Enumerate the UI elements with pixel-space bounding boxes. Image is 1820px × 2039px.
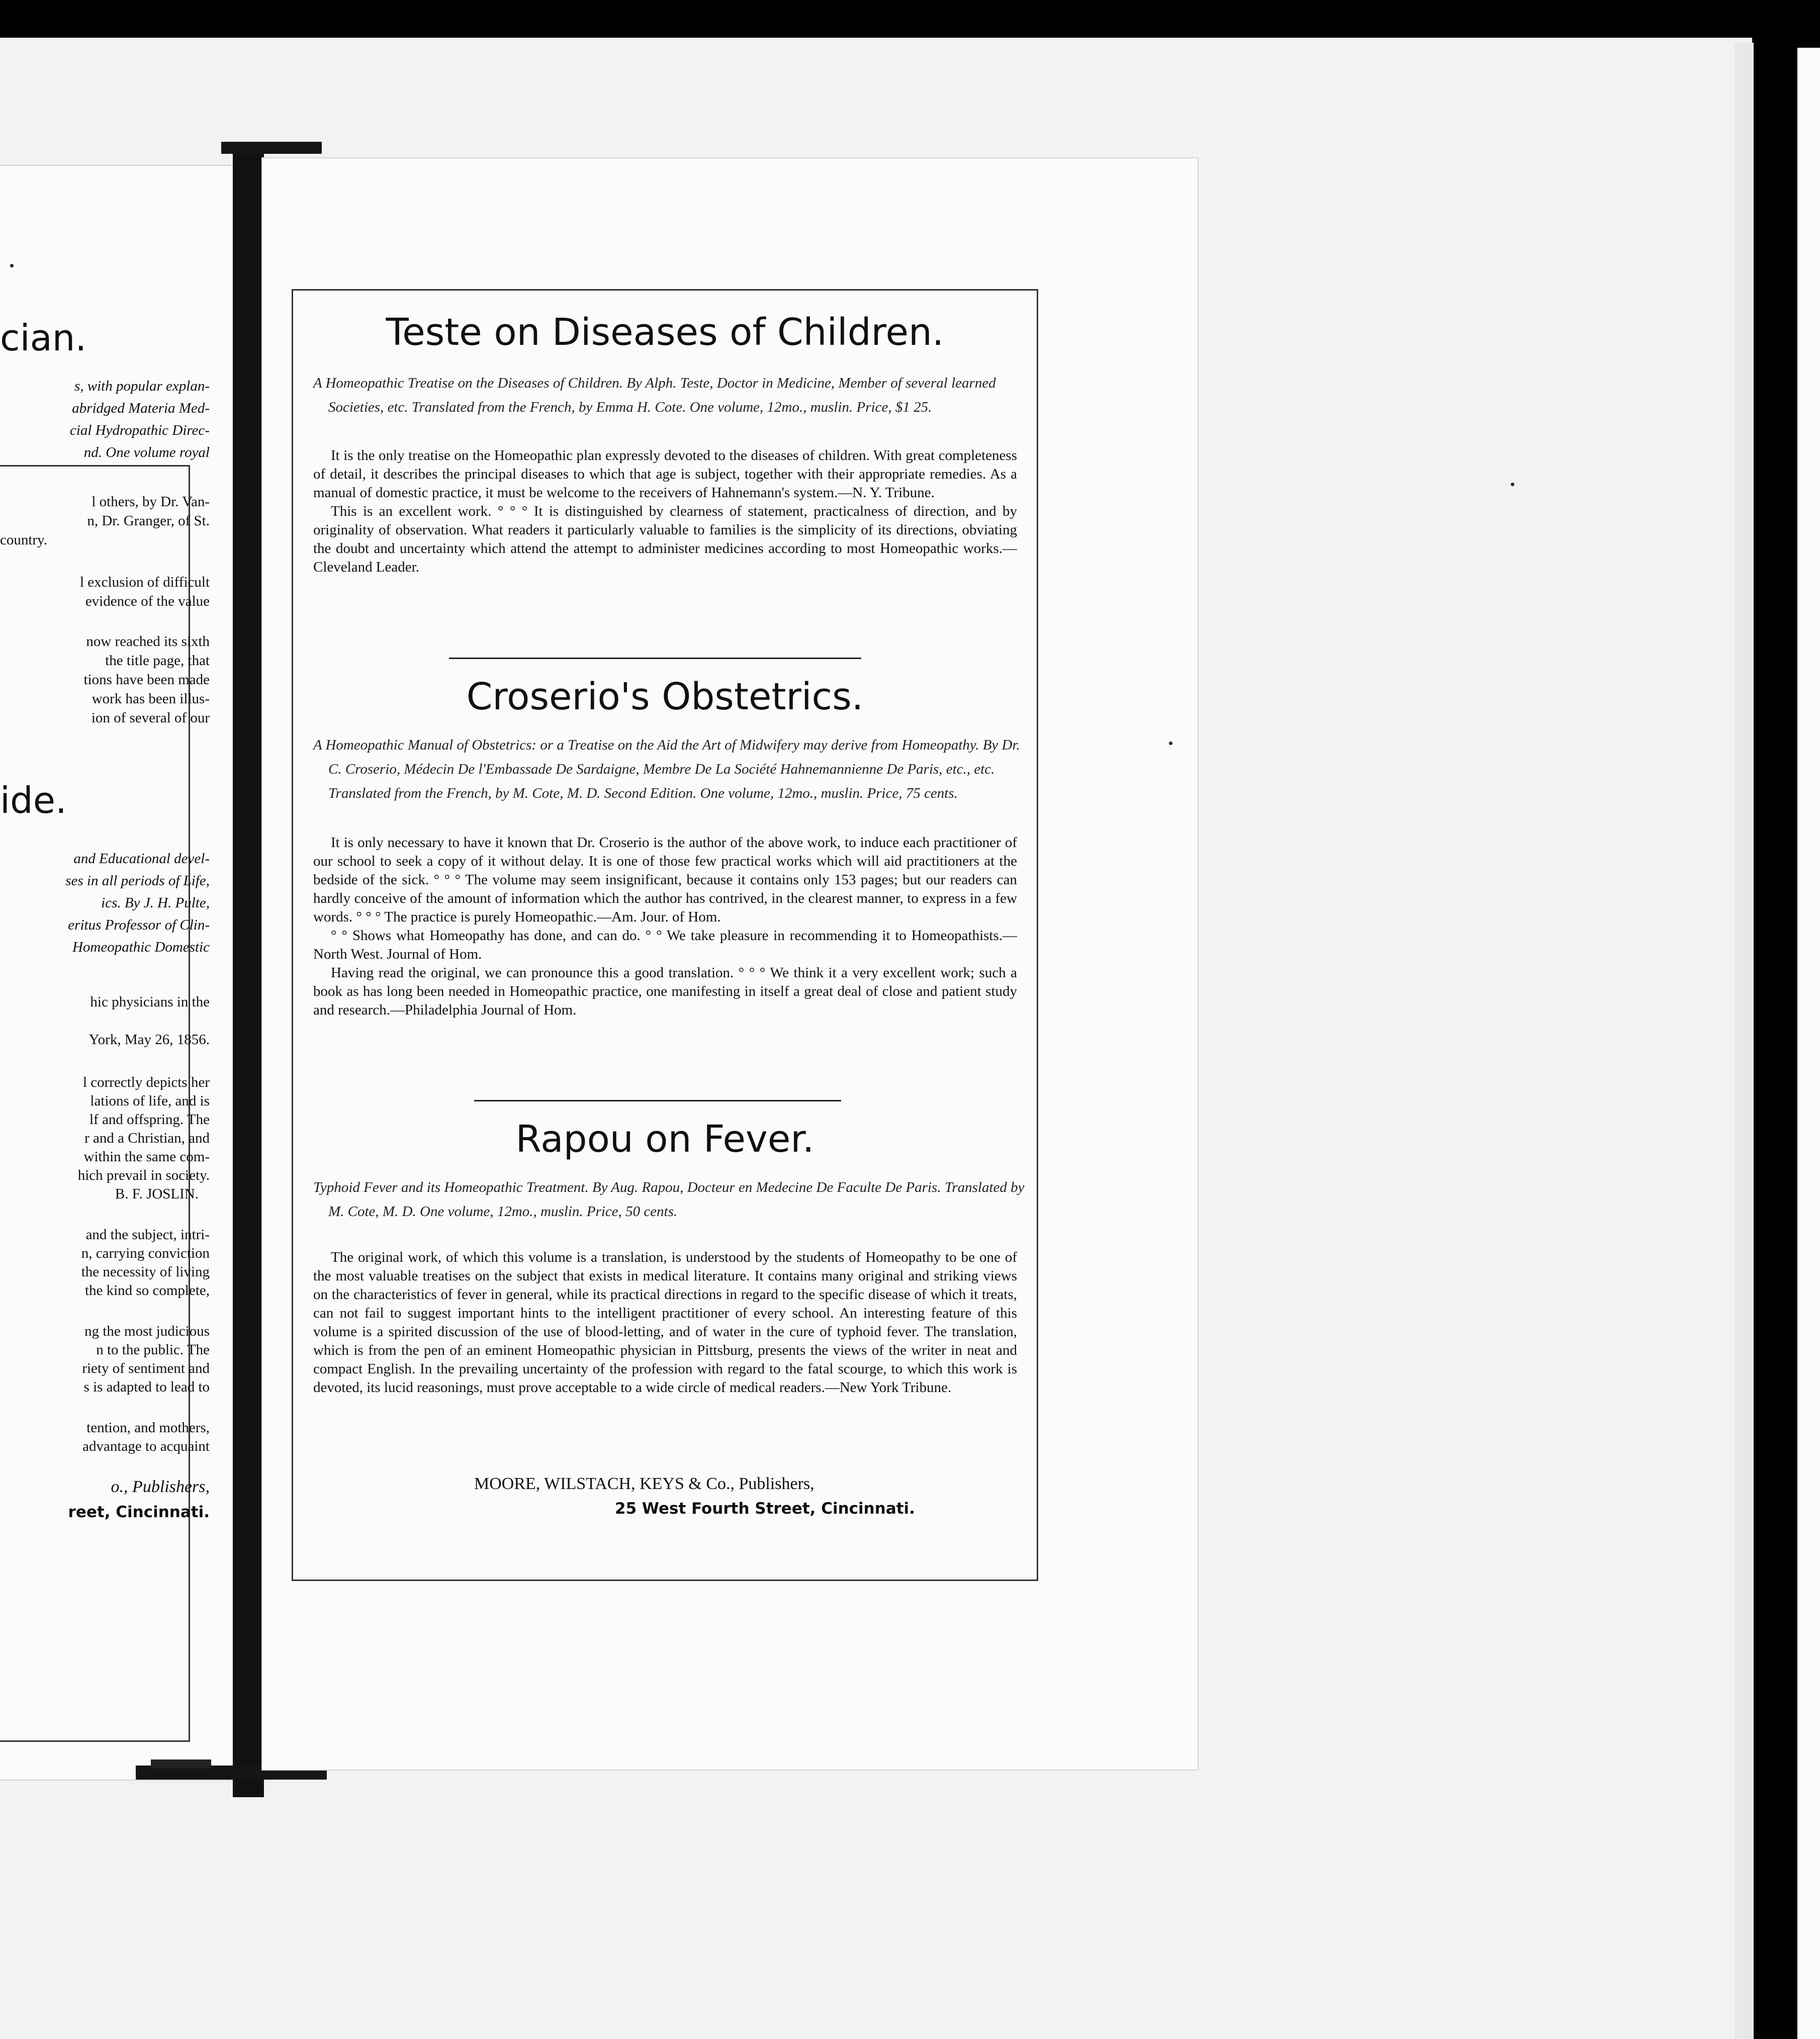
ad-reviews-croserio <box>313 833 1017 1020</box>
ad-reviews-teste <box>313 446 1017 577</box>
review-paragraph: It is the only treatise on the Homeopathic plan expressly devoted to the diseases of children. With great completeness of detail, it describes the principal diseases to which that age is subject, together with their appropriate remedies. As a manual of domestic practice, it must be welcome to the receivers of Hahnemann's system.—N. Y. Tribune. <box>313 447 1017 501</box>
left-line: cial Hydropathic Direc- <box>69 422 210 438</box>
review-paragraph: It is only necessary to have it known that Dr. Croserio is the author of the above work, to induce each practitioner of our school to seek a copy of it without delay. It is one of those few practical works which will aid practitioners at the bedside of the sick. ° ° ° The volume may seem insignificant, because it contains only 153 pages; but our readers can hardly conceive of the amount of information which the author has contrived, in the clearest manner, to express in a few words. ° ° ° The practice is purely Homeopathic.—Am. Jour. of Hom. <box>313 835 1017 925</box>
left-line: n to the public. The <box>96 1342 210 1358</box>
left-line: s, with popular explan- <box>74 378 210 394</box>
left-line: n, Dr. Granger, of St. <box>87 513 210 529</box>
left-line: ion of several of our <box>91 710 210 726</box>
ad-title-rapou: Rapou on Fever. <box>515 1118 814 1161</box>
left-line: eritus Professor of Clin- <box>68 917 210 933</box>
left-publisher-line: o., Publishers, <box>111 1477 210 1496</box>
left-line: ses in all periods of Life, <box>65 873 210 889</box>
left-line: nd. One volume royal <box>83 444 210 460</box>
review-paragraph: Having read the original, we can pronounce this a good translation. ° ° ° We think it a very excellent work; such a book as has long been needed in Homeopathic practice, one manifesting in itself a great deal of close and patient study and research.—Philadelphia Journal of Hom. <box>313 965 1017 1018</box>
right-page <box>262 158 1198 1770</box>
advertisement-frame <box>292 289 1038 1581</box>
ad-description-rapou: Typhoid Fever and its Homeopathic Treatment. By Aug. Rapou, Docteur en Medecine De Faculte De Paris. Translated by M. Cote, M. D. One volume, 12mo., muslin. Price, 50 cents. <box>313 1179 1025 1220</box>
spine-shadow <box>151 1759 211 1769</box>
left-line: and the subject, intri- <box>85 1227 210 1243</box>
left-line: ng the most judicious <box>84 1323 210 1339</box>
left-line: r and a Christian, and <box>84 1130 210 1146</box>
publisher-address: 25 West Fourth Street, Cincinnati. <box>615 1500 915 1518</box>
left-line: l exclusion of difficult <box>80 574 210 590</box>
left-line: hich prevail in society. <box>77 1167 210 1183</box>
left-line: the necessity of living <box>81 1264 210 1280</box>
left-line: tention, and mothers, <box>86 1420 210 1436</box>
left-address-line: reet, Cincinnati. <box>68 1503 210 1521</box>
left-line: hic physicians in the <box>90 994 210 1010</box>
sheet-edge <box>1735 43 1754 2039</box>
margin-strip <box>1797 48 1820 2039</box>
section-divider <box>449 658 861 659</box>
left-line: lf and offspring. The <box>89 1111 210 1128</box>
left-line: within the same com- <box>83 1149 210 1165</box>
ad-title-teste: Teste on Diseases of Children. <box>386 311 944 354</box>
left-line: Homeopathic Domestic <box>72 939 210 955</box>
left-line: the kind so complete, <box>84 1282 210 1299</box>
left-heading-2: ide. <box>0 779 67 821</box>
ad-title-croserio: Croserio's Obstetrics. <box>466 675 864 718</box>
left-line: ics. By J. H. Pulte, <box>101 895 210 911</box>
ad-reviews-rapou <box>313 1248 1017 1397</box>
scan-speck <box>10 264 14 267</box>
left-line: evidence of the value <box>85 593 210 609</box>
ad-description-teste: A Homeopathic Treatise on the Diseases of Children. By Alph. Teste, Doctor in Medicine, Member of several learned Societies, etc. Translated from the French, by Emma H. Cote. One volume, 12mo., muslin. Price, $1 25. <box>313 375 996 415</box>
left-line: riety of sentiment and <box>82 1360 210 1376</box>
left-heading-1: cian. <box>0 317 87 359</box>
left-line: advantage to acquaint <box>82 1438 210 1454</box>
review-paragraph: The original work, of which this volume is a translation, is understood by the students of Homeopathy to be one of the most valuable treatises on the subject that exists in medical literature. It contains many original and striking views on the characteristics of fever in general, while its practical directions in regard to the specific disease of which it treats, can not fail to suggest important hints to the intelligent practitioner of every school. An interesting feature of this volume is a spirited discussion of the use of blood-letting, and of water in the cure of typhoid fever. The translation, which is from the pen of an eminent Homeopathic physician in Pittsburg, presents the views of the writer in neat and compact English. In the prevailing uncertainty of the profession with regard to the fatal scourge, to which this work is devoted, its lucid reasonings, must prove acceptable to a wide circle of medical readers.—New York Tribune. <box>313 1249 1017 1396</box>
left-line: l others, by Dr. Van- <box>92 494 210 510</box>
left-line: l correctly depicts her <box>82 1074 210 1090</box>
left-date-line: York, May 26, 1856. <box>88 1032 210 1048</box>
left-line: and Educational devel- <box>73 851 210 867</box>
left-line: work has been illus- <box>92 691 210 707</box>
review-paragraph: ° ° Shows what Homeopathy has done, and can do. ° ° We take pleasure in recommending it to Homeopathists.—North West. Journal of Hom. <box>313 928 1017 962</box>
publisher-name: MOORE, WILSTACH, KEYS & Co., Publishers, <box>474 1474 814 1493</box>
left-page <box>0 166 234 1780</box>
scan-speck <box>1169 742 1172 745</box>
book-spine <box>233 143 264 1797</box>
left-line: n, carrying conviction <box>81 1245 210 1261</box>
spine-top-edge <box>221 142 322 154</box>
section-divider <box>474 1100 841 1101</box>
left-signature: B. F. JOSLIN. <box>115 1186 199 1202</box>
left-line: s is adapted to lead to <box>83 1379 210 1395</box>
ad-description-croserio: A Homeopathic Manual of Obstetrics: or a Treatise on the Aid the Art of Midwifery may derive from Homeopathy. By Dr. C. Croserio, Médecin De l'Embassade De Sardaigne, Membre De La Société Hahnemannienne De Paris, etc., etc. Translated from the French, by M. Cote, M. D. Second Edition. One volume, 12mo., muslin. Price, 75 cents. <box>313 737 1020 801</box>
left-line: now reached its sixth <box>86 633 210 650</box>
left-line: the title page, that <box>105 653 210 669</box>
scan-speck <box>1511 483 1514 486</box>
left-line: lations of life, and is <box>90 1093 210 1109</box>
left-line: tions have been made <box>83 672 210 688</box>
left-line: abridged Materia Med- <box>72 400 210 416</box>
left-line: country. <box>0 532 47 548</box>
review-paragraph: This is an excellent work. ° ° ° It is distinguished by clearness of statement, practicalness of direction, and by originality of observation. What readers it particularly valuable to families is the simplicity of its directions, obviating the doubt and uncertainty which attend the attempt to administer medicines according to most Homeopathic works.—Cleveland Leader. <box>313 503 1017 575</box>
